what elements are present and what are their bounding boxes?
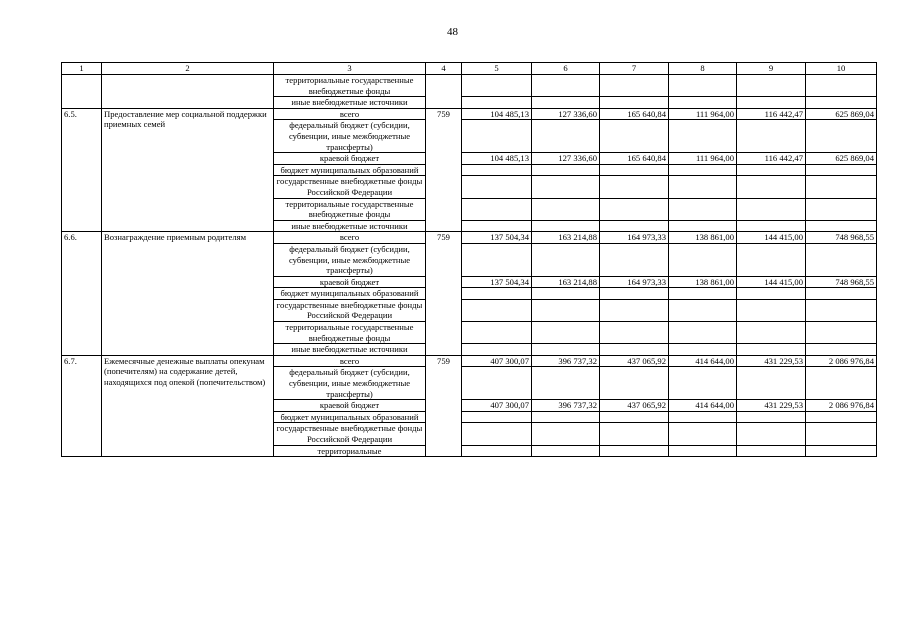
- amount-cell: [669, 423, 737, 445]
- amount-cell: [737, 176, 806, 198]
- amount-cell: [669, 220, 737, 232]
- amount-cell: 625 869,04: [806, 108, 877, 120]
- item-index-cell: 6.6.: [62, 232, 102, 356]
- amount-cell: [669, 198, 737, 220]
- amount-cell: [669, 322, 737, 344]
- amount-cell: [737, 367, 806, 400]
- table-row: [62, 232, 877, 244]
- item-name-cell: Ежемесячные денежные выплаты опекунам (попечителям) на содержание детей, находящихся под опекой (попечительством): [102, 355, 274, 456]
- amount-cell: [462, 322, 532, 344]
- amount-cell: 625 869,04: [806, 153, 877, 165]
- amount-cell: [669, 344, 737, 356]
- page-number: 48: [447, 26, 458, 38]
- amount-cell: [462, 299, 532, 321]
- column-header: 4: [426, 63, 462, 75]
- amount-cell: [532, 445, 600, 457]
- amount-cell: [600, 423, 669, 445]
- amount-cell: [737, 120, 806, 153]
- amount-cell: [600, 243, 669, 276]
- funding-source-cell: территориальные государственные внебюджетные фонды: [274, 198, 426, 220]
- funding-source-cell: государственные внебюджетные фонды Российской Федерации: [274, 176, 426, 198]
- funding-source-cell: бюджет муниципальных образований: [274, 411, 426, 423]
- column-header: 7: [600, 63, 669, 75]
- amount-cell: [600, 97, 669, 109]
- amount-cell: 437 065,92: [600, 355, 669, 367]
- amount-cell: [462, 288, 532, 300]
- amount-cell: 2 086 976,84: [806, 355, 877, 367]
- funding-source-cell: иные внебюджетные источники: [274, 97, 426, 109]
- amount-cell: 144 415,00: [737, 232, 806, 244]
- amount-cell: [462, 176, 532, 198]
- amount-cell: [806, 299, 877, 321]
- amount-cell: [806, 322, 877, 344]
- amount-cell: 165 640,84: [600, 108, 669, 120]
- amount-cell: [462, 367, 532, 400]
- amount-cell: 127 336,60: [532, 108, 600, 120]
- amount-cell: [737, 97, 806, 109]
- amount-cell: [669, 164, 737, 176]
- amount-cell: [600, 344, 669, 356]
- amount-cell: [806, 411, 877, 423]
- amount-cell: 414 644,00: [669, 355, 737, 367]
- amount-cell: [806, 75, 877, 97]
- amount-cell: [737, 445, 806, 457]
- funding-source-cell: краевой бюджет: [274, 400, 426, 412]
- amount-cell: [669, 120, 737, 153]
- table-body: [62, 75, 877, 457]
- budget-code-cell: 759: [426, 232, 462, 356]
- item-index-cell: 6.5.: [62, 108, 102, 232]
- amount-cell: 431 229,53: [737, 355, 806, 367]
- funding-source-cell: федеральный бюджет (субсидии, субвенции, иные межбюджетные трансферты): [274, 120, 426, 153]
- amount-cell: [532, 423, 600, 445]
- amount-cell: 164 973,33: [600, 232, 669, 244]
- amount-cell: [600, 367, 669, 400]
- amount-cell: [806, 243, 877, 276]
- amount-cell: [462, 198, 532, 220]
- amount-cell: [737, 288, 806, 300]
- amount-cell: [669, 176, 737, 198]
- amount-cell: [806, 445, 877, 457]
- amount-cell: [532, 176, 600, 198]
- funding-source-cell: всего: [274, 108, 426, 120]
- amount-cell: 104 485,13: [462, 108, 532, 120]
- amount-cell: [532, 344, 600, 356]
- amount-cell: [532, 198, 600, 220]
- amount-cell: [532, 299, 600, 321]
- amount-cell: [532, 243, 600, 276]
- amount-cell: [462, 120, 532, 153]
- amount-cell: 437 065,92: [600, 400, 669, 412]
- column-header: 9: [737, 63, 806, 75]
- budget-table: [61, 62, 877, 457]
- amount-cell: [669, 299, 737, 321]
- funding-source-cell: территориальные государственные внебюджетные фонды: [274, 322, 426, 344]
- amount-cell: [600, 176, 669, 198]
- funding-source-cell: краевой бюджет: [274, 153, 426, 165]
- amount-cell: [462, 75, 532, 97]
- column-header: 5: [462, 63, 532, 75]
- table-row: [62, 355, 877, 367]
- amount-cell: [462, 164, 532, 176]
- amount-cell: 407 300,07: [462, 400, 532, 412]
- amount-cell: [532, 367, 600, 400]
- amount-cell: [806, 367, 877, 400]
- amount-cell: [669, 288, 737, 300]
- amount-cell: 396 737,32: [532, 355, 600, 367]
- column-header: 1: [62, 63, 102, 75]
- amount-cell: 116 442,47: [737, 108, 806, 120]
- funding-source-cell: территориальные государственные внебюджетные фонды: [274, 75, 426, 97]
- amount-cell: [737, 198, 806, 220]
- amount-cell: 431 229,53: [737, 400, 806, 412]
- amount-cell: [462, 344, 532, 356]
- amount-cell: [737, 75, 806, 97]
- amount-cell: 104 485,13: [462, 153, 532, 165]
- amount-cell: [806, 288, 877, 300]
- amount-cell: [669, 367, 737, 400]
- funding-source-cell: территориальные: [274, 445, 426, 457]
- amount-cell: [737, 220, 806, 232]
- amount-cell: 396 737,32: [532, 400, 600, 412]
- amount-cell: [600, 322, 669, 344]
- amount-cell: 165 640,84: [600, 153, 669, 165]
- amount-cell: [669, 445, 737, 457]
- amount-cell: 138 861,00: [669, 276, 737, 288]
- amount-cell: [462, 243, 532, 276]
- amount-cell: [532, 75, 600, 97]
- funding-source-cell: иные внебюджетные источники: [274, 344, 426, 356]
- amount-cell: [600, 445, 669, 457]
- column-header: 2: [102, 63, 274, 75]
- amount-cell: 111 964,00: [669, 153, 737, 165]
- amount-cell: 127 336,60: [532, 153, 600, 165]
- budget-code-cell: 759: [426, 355, 462, 456]
- amount-cell: 748 968,55: [806, 276, 877, 288]
- amount-cell: [600, 164, 669, 176]
- amount-cell: 137 504,34: [462, 232, 532, 244]
- funding-source-cell: всего: [274, 232, 426, 244]
- amount-cell: 748 968,55: [806, 232, 877, 244]
- amount-cell: [806, 423, 877, 445]
- amount-cell: [462, 423, 532, 445]
- amount-cell: 164 973,33: [600, 276, 669, 288]
- amount-cell: [532, 120, 600, 153]
- amount-cell: 407 300,07: [462, 355, 532, 367]
- amount-cell: [600, 220, 669, 232]
- amount-cell: 414 644,00: [669, 400, 737, 412]
- amount-cell: [806, 97, 877, 109]
- amount-cell: [806, 176, 877, 198]
- amount-cell: 138 861,00: [669, 232, 737, 244]
- amount-cell: [532, 220, 600, 232]
- item-name-cell: Предоставление мер социальной поддержки приемных семей: [102, 108, 274, 232]
- funding-source-cell: иные внебюджетные источники: [274, 220, 426, 232]
- amount-cell: 137 504,34: [462, 276, 532, 288]
- budget-code-cell: [426, 75, 462, 109]
- amount-cell: [669, 75, 737, 97]
- amount-cell: [600, 288, 669, 300]
- item-name-cell: [102, 75, 274, 109]
- funding-source-cell: всего: [274, 355, 426, 367]
- amount-cell: [737, 243, 806, 276]
- amount-cell: [600, 120, 669, 153]
- amount-cell: [532, 322, 600, 344]
- amount-cell: [669, 97, 737, 109]
- column-header: 8: [669, 63, 737, 75]
- funding-source-cell: бюджет муниципальных образований: [274, 164, 426, 176]
- amount-cell: [462, 97, 532, 109]
- funding-source-cell: бюджет муниципальных образований: [274, 288, 426, 300]
- amount-cell: [669, 243, 737, 276]
- item-name-cell: Вознаграждение приемным родителям: [102, 232, 274, 356]
- amount-cell: [532, 411, 600, 423]
- amount-cell: [806, 220, 877, 232]
- amount-cell: [806, 198, 877, 220]
- amount-cell: [737, 423, 806, 445]
- amount-cell: [600, 411, 669, 423]
- amount-cell: [600, 75, 669, 97]
- amount-cell: [532, 288, 600, 300]
- amount-cell: [600, 299, 669, 321]
- amount-cell: [462, 445, 532, 457]
- amount-cell: 111 964,00: [669, 108, 737, 120]
- amount-cell: [806, 164, 877, 176]
- amount-cell: [600, 198, 669, 220]
- amount-cell: [462, 220, 532, 232]
- budget-code-cell: 759: [426, 108, 462, 232]
- amount-cell: [669, 411, 737, 423]
- column-number-row: [62, 63, 877, 75]
- amount-cell: 2 086 976,84: [806, 400, 877, 412]
- amount-cell: 163 214,88: [532, 232, 600, 244]
- amount-cell: [806, 344, 877, 356]
- amount-cell: [532, 164, 600, 176]
- funding-source-cell: федеральный бюджет (субсидии, субвенции, иные межбюджетные трансферты): [274, 243, 426, 276]
- column-header: 3: [274, 63, 426, 75]
- amount-cell: [462, 411, 532, 423]
- amount-cell: [737, 322, 806, 344]
- funding-source-cell: государственные внебюджетные фонды Российской Федерации: [274, 299, 426, 321]
- amount-cell: [737, 299, 806, 321]
- amount-cell: [737, 411, 806, 423]
- amount-cell: [737, 344, 806, 356]
- amount-cell: 163 214,88: [532, 276, 600, 288]
- table-row: [62, 108, 877, 120]
- item-index-cell: 6.7.: [62, 355, 102, 456]
- amount-cell: [806, 120, 877, 153]
- column-header: 10: [806, 63, 877, 75]
- funding-source-cell: федеральный бюджет (субсидии, субвенции, иные межбюджетные трансферты): [274, 367, 426, 400]
- column-header: 6: [532, 63, 600, 75]
- funding-source-cell: государственные внебюджетные фонды Российской Федерации: [274, 423, 426, 445]
- amount-cell: [532, 97, 600, 109]
- table-row: [62, 75, 877, 97]
- amount-cell: 116 442,47: [737, 153, 806, 165]
- amount-cell: [737, 164, 806, 176]
- amount-cell: 144 415,00: [737, 276, 806, 288]
- item-index-cell: [62, 75, 102, 109]
- funding-source-cell: краевой бюджет: [274, 276, 426, 288]
